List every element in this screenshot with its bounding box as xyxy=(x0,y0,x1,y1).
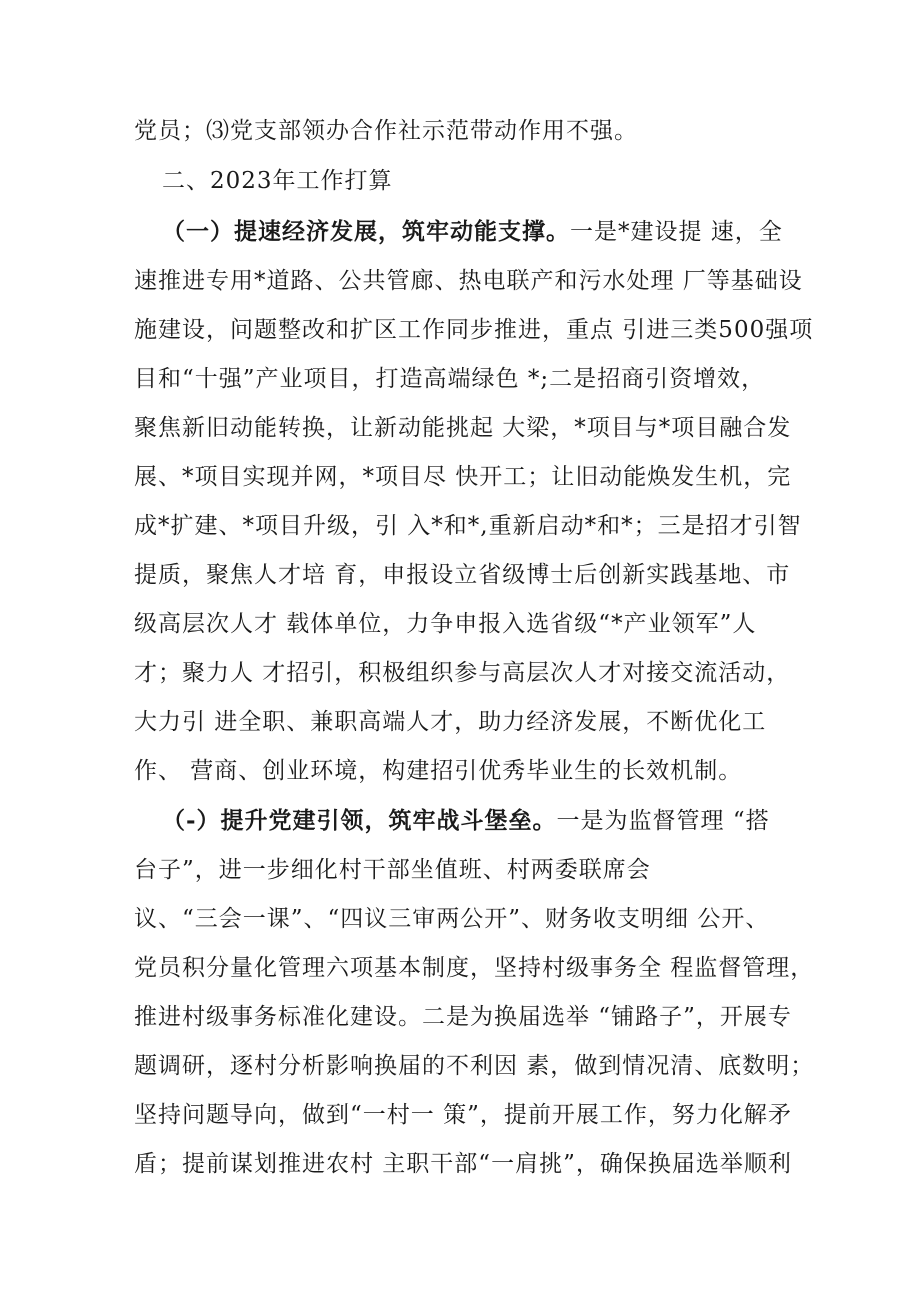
paragraph-2-first-line xyxy=(162,806,770,836)
text-line: 盾；提前谋划推进农村 主职干部“一肩挑”，确保换届选举顺利 xyxy=(134,1151,792,1177)
text-line: 才；聚力人 才招引，积极组织参与高层次人才对接交流活动， xyxy=(134,660,791,686)
paragraph-1-first-line xyxy=(162,217,783,247)
text-line: 展、*项目实现并网，*项目尽 快开工；让旧动能焕发生机，完 xyxy=(134,464,792,490)
text-line: 作、 营商、创业环境，构建招引优秀毕业生的长效机制。 xyxy=(134,758,743,784)
text-line: 目和“十强”产业项目，打造高端绿色 *;二是招商引资增效， xyxy=(134,366,766,392)
text-line: 速推进专用*道路、公共管廊、热电联产和污水处理 厂等基础设 xyxy=(134,268,803,294)
text-line: 成*扩建、*项目升级，引 入*和*,重新启动*和*；三是招才引智 xyxy=(134,513,802,539)
paragraph-1-lead: 一是*建设提 速，全 xyxy=(570,219,783,245)
text-line: 题调研，逐村分析影响换届的不利因 素，做到情况清、底数明； xyxy=(134,1053,815,1079)
text-line: 坚持问题导向，做到“一村一 策”，提前开展工作，努力化解矛 xyxy=(134,1102,792,1128)
text-line: 推进村级事务标准化建设。二是为换届选举 “铺路子”，开展专 xyxy=(134,1004,792,1030)
paragraph-2-lead: 一是为监督管理 “搭 xyxy=(556,808,770,834)
text-line: 级高层次人才 载体单位，力争申报入选省级“*产业领军”人 xyxy=(134,611,757,637)
text-line: 大力引 进全职、兼职高端人才，助力经济发展，不断优化工 xyxy=(134,709,767,735)
paragraph-2-heading: （-）提升党建引领，筑牢战斗堡垒。 xyxy=(162,807,557,834)
text-line: 党员积分量化管理六项基本制度，坚持村级事务全 程监督管理， xyxy=(134,955,815,981)
text-line: 聚焦新旧动能转换，让新动能挑起 大梁，*项目与*项目融合发 xyxy=(134,415,792,441)
paragraph-1-heading: （一）提速经济发展，筑牢动能支撑。 xyxy=(162,218,570,245)
section-heading: 二、2023年工作打算 xyxy=(162,168,393,194)
text-line: 提质，聚焦人才培 育，申报设立省级博士后创新实践基地、市 xyxy=(134,562,791,588)
text-line: 台子”，进一步细化村干部坐值班、村两委联席会 xyxy=(134,857,651,883)
text-line: 党员；⑶党支部领办合作社示范带动作用不强。 xyxy=(134,118,638,144)
text-line: 施建设，问题整改和扩区工作同步推进，重点 引进三类500强项 xyxy=(134,317,814,343)
text-line: 议、“三会一课”、“四议三审两公开”、财务收支明细 公开、 xyxy=(134,906,770,932)
